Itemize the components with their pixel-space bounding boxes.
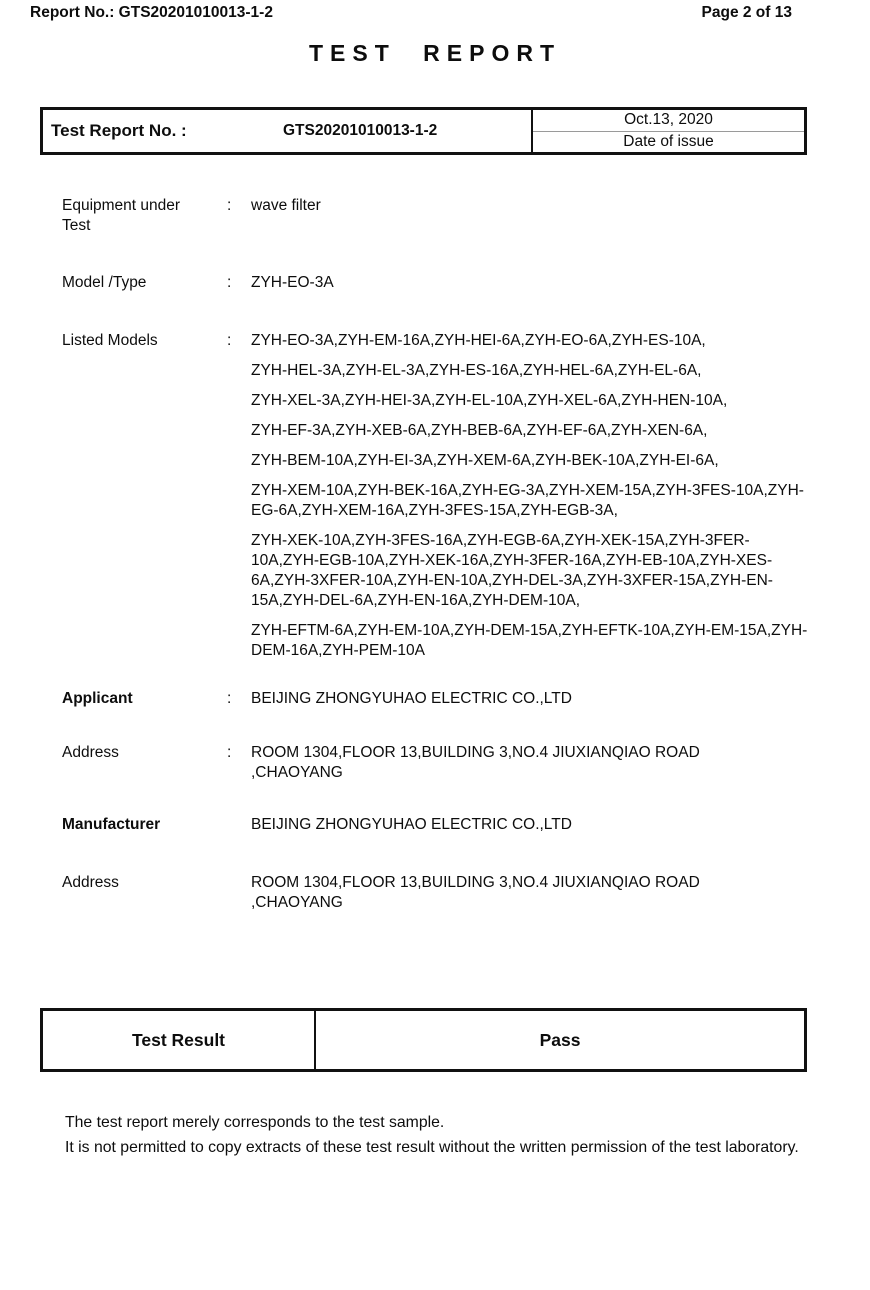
page-title: TEST REPORT <box>308 40 561 66</box>
manufacturer-address-value: ROOM 1304,FLOOR 13,BUILDING 3,NO.4 JIUXIANQIAO ROAD ,CHAOYANG <box>251 874 700 911</box>
field-row-listed-models <box>62 331 810 661</box>
manufacturer-label: Manufacturer <box>62 816 161 833</box>
header-page-indicator: Page 2 of 13 <box>701 4 792 21</box>
listed-models-line: ZYH-HEL-3A,ZYH-EL-3A,ZYH-ES-16A,ZYH-HEL-6A,ZYH-EL-6A, <box>251 362 702 379</box>
applicant-address-colon: : <box>227 744 232 761</box>
equipment-colon: : <box>227 197 232 214</box>
listed-models-line: ZYH-XEM-10A,ZYH-BEK-16A,ZYH-EG-3A,ZYH-XEM-15A,ZYH-3FES-10A,ZYH-EG-6A,ZYH-XEM-16A,ZYH-3FES-15A,ZYH-EGB-3A, <box>251 482 804 519</box>
date-of-issue-cell <box>533 110 804 152</box>
report-number-value: GTS20201010013-1-2 <box>283 122 438 139</box>
report-number-label: Test Report No. : <box>51 121 187 140</box>
test-result-table <box>40 1008 807 1072</box>
field-row-equipment <box>62 196 810 236</box>
manufacturer-address-label: Address <box>62 874 119 891</box>
model-label: Model /Type <box>62 274 147 291</box>
page-header <box>30 4 792 22</box>
report-number-cell <box>43 110 533 152</box>
footer-note <box>65 1110 835 1160</box>
field-row-applicant <box>62 689 810 709</box>
test-result-label: Test Result <box>43 1011 316 1069</box>
header-report-number: Report No.: GTS20201010013-1-2 <box>30 4 273 21</box>
model-colon: : <box>227 274 232 291</box>
applicant-value: BEIJING ZHONGYUHAO ELECTRIC CO.,LTD <box>251 690 572 707</box>
equipment-value: wave filter <box>251 197 321 214</box>
listed-models-line: ZYH-EFTM-6A,ZYH-EM-10A,ZYH-DEM-15A,ZYH-EFTK-10A,ZYH-EM-15A,ZYH-DEM-16A,ZYH-PEM-10A <box>251 622 808 659</box>
field-row-manufacturer <box>62 815 810 835</box>
manufacturer-colon <box>227 815 251 835</box>
field-row-manufacturer-address <box>62 873 810 913</box>
listed-models-colon: : <box>227 332 232 349</box>
model-value: ZYH-EO-3A <box>251 274 334 291</box>
date-of-issue-value: Oct.13, 2020 <box>533 110 804 132</box>
equipment-label: Equipment under Test <box>62 197 181 234</box>
field-row-applicant-address <box>62 743 810 783</box>
date-of-issue-label: Date of issue <box>623 132 714 150</box>
listed-models-line: ZYH-XEL-3A,ZYH-HEI-3A,ZYH-EL-10A,ZYH-XEL-6A,ZYH-HEN-10A, <box>251 392 728 409</box>
test-result-value: Pass <box>539 1029 581 1050</box>
report-number-table <box>40 107 807 155</box>
listed-models-line: ZYH-EO-3A,ZYH-EM-16A,ZYH-HEI-6A,ZYH-EO-6A,ZYH-ES-10A, <box>251 332 706 349</box>
footer-line-1: The test report merely corresponds to the test sample. <box>65 1114 445 1131</box>
manufacturer-value: BEIJING ZHONGYUHAO ELECTRIC CO.,LTD <box>251 816 572 833</box>
applicant-address-value: ROOM 1304,FLOOR 13,BUILDING 3,NO.4 JIUXIANQIAO ROAD ,CHAOYANG <box>251 744 700 781</box>
applicant-label: Applicant <box>62 690 133 707</box>
footer-line-2: It is not permitted to copy extracts of these test result without the written permission of the test laboratory. <box>65 1139 799 1156</box>
applicant-colon: : <box>227 690 232 707</box>
listed-models-value <box>251 331 810 661</box>
listed-models-line: ZYH-EF-3A,ZYH-XEB-6A,ZYH-BEB-6A,ZYH-EF-6A,ZYH-XEN-6A, <box>251 422 708 439</box>
manufacturer-address-colon <box>227 873 251 913</box>
listed-models-line: ZYH-XEK-10A,ZYH-3FES-16A,ZYH-EGB-6A,ZYH-XEK-15A,ZYH-3FER-10A,ZYH-EGB-10A,ZYH-XEK-16A,ZYH-3FER-16A,ZYH-EB-10A,ZYH-XES-6A,ZYH-3XFER-10A,ZYH-EN-10A,ZYH-DEL-3A,ZYH-3XFER-15A,ZYH-EN-15A,ZYH-DEL-6A,ZYH-EN-16A,ZYH-DEM-10A, <box>251 532 773 609</box>
listed-models-line: ZYH-BEM-10A,ZYH-EI-3A,ZYH-XEM-6A,ZYH-BEK-10A,ZYH-EI-6A, <box>251 452 719 469</box>
listed-models-label: Listed Models <box>62 332 158 349</box>
applicant-address-label: Address <box>62 744 119 761</box>
field-row-model <box>62 273 810 293</box>
